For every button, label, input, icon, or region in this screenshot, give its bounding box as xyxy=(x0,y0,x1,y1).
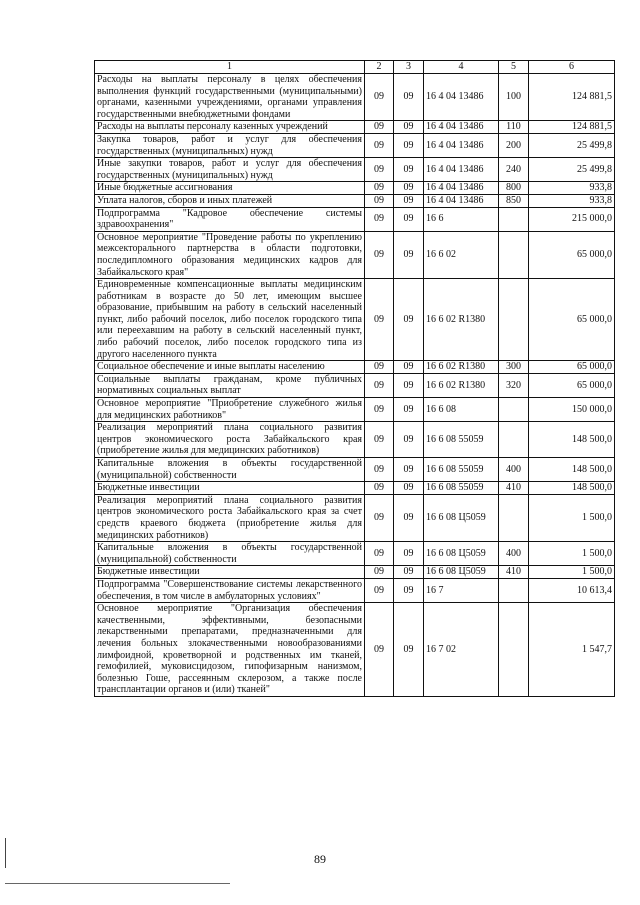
row-c5-cell xyxy=(499,207,529,231)
row-name-cell: Социальное обеспечение и иные выплаты населению xyxy=(95,361,365,374)
footnote-line xyxy=(5,883,230,884)
row-name-cell: Капитальные вложения в объекты государственной (муниципальной) собственности xyxy=(95,542,365,566)
row-c6-cell: 65 000,0 xyxy=(529,279,615,361)
table-row xyxy=(95,542,615,566)
row-c4-cell: 16 6 08 55059 xyxy=(424,482,499,495)
row-c5-cell xyxy=(499,578,529,602)
row-c3-cell: 09 xyxy=(394,398,424,422)
row-c6-cell: 65 000,0 xyxy=(529,361,615,374)
row-c3-cell: 09 xyxy=(394,542,424,566)
row-c5-cell: 800 xyxy=(499,182,529,195)
row-c6-cell: 10 613,4 xyxy=(529,578,615,602)
row-c4-cell: 16 4 04 13486 xyxy=(424,133,499,157)
row-name-cell: Иные бюджетные ассигнования xyxy=(95,182,365,195)
row-c2-cell: 09 xyxy=(365,279,394,361)
row-c4-cell: 16 4 04 13486 xyxy=(424,121,499,134)
row-c3-cell: 09 xyxy=(394,207,424,231)
row-c5-cell xyxy=(499,398,529,422)
row-c6-cell: 215 000,0 xyxy=(529,207,615,231)
row-c6-cell: 148 500,0 xyxy=(529,422,615,458)
row-c3-cell: 09 xyxy=(394,121,424,134)
row-c2-cell: 09 xyxy=(365,578,394,602)
row-name-cell: Уплата налогов, сборов и иных платежей xyxy=(95,194,365,207)
row-c2-cell: 09 xyxy=(365,194,394,207)
row-c4-cell: 16 6 02 R1380 xyxy=(424,373,499,397)
row-c4-cell: 16 6 08 Ц5059 xyxy=(424,542,499,566)
row-c5-cell: 410 xyxy=(499,482,529,495)
row-c5-cell: 110 xyxy=(499,121,529,134)
budget-table xyxy=(94,60,615,697)
row-c2-cell: 09 xyxy=(365,361,394,374)
table-row xyxy=(95,458,615,482)
row-c4-cell: 16 6 02 xyxy=(424,231,499,278)
row-name-cell: Расходы на выплаты персоналу в целях обеспечения выполнения функций государственными (муниципальными) органами, казенными учреждениями, органами управления государственными внебюджетными фондами xyxy=(95,74,365,121)
row-c5-cell xyxy=(499,603,529,697)
row-c2-cell: 09 xyxy=(365,158,394,182)
row-c6-cell: 25 499,8 xyxy=(529,158,615,182)
row-c6-cell: 933,8 xyxy=(529,194,615,207)
row-c3-cell: 09 xyxy=(394,279,424,361)
table-row xyxy=(95,74,615,121)
row-c6-cell: 1 500,0 xyxy=(529,494,615,541)
row-c3-cell: 09 xyxy=(394,231,424,278)
row-c3-cell: 09 xyxy=(394,182,424,195)
header-cell: 4 xyxy=(424,61,499,74)
table-row xyxy=(95,231,615,278)
row-c3-cell: 09 xyxy=(394,158,424,182)
row-c6-cell: 124 881,5 xyxy=(529,74,615,121)
row-c6-cell: 933,8 xyxy=(529,182,615,195)
row-c5-cell xyxy=(499,422,529,458)
table-row xyxy=(95,158,615,182)
row-name-cell: Реализация мероприятий плана социального развития центров экономического роста Забайкальского края за счет средств краевого бюджета (приобретение жилья для медицинских работников) xyxy=(95,494,365,541)
row-c2-cell: 09 xyxy=(365,566,394,579)
table-row xyxy=(95,182,615,195)
table-row xyxy=(95,121,615,134)
table-row xyxy=(95,422,615,458)
row-c4-cell: 16 6 02 R1380 xyxy=(424,279,499,361)
row-c4-cell: 16 4 04 13486 xyxy=(424,182,499,195)
row-c2-cell: 09 xyxy=(365,398,394,422)
row-c2-cell: 09 xyxy=(365,182,394,195)
table-row xyxy=(95,482,615,495)
row-name-cell: Основное мероприятие "Проведение работы по укреплению межсекторального партнерства в области подготовки, последипломного образования медицинских кадров для Забайкальского края" xyxy=(95,231,365,278)
row-c4-cell: 16 7 02 xyxy=(424,603,499,697)
row-name-cell: Расходы на выплаты персоналу казенных учреждений xyxy=(95,121,365,134)
row-c4-cell: 16 6 08 55059 xyxy=(424,458,499,482)
row-c4-cell: 16 7 xyxy=(424,578,499,602)
row-c6-cell: 124 881,5 xyxy=(529,121,615,134)
row-c3-cell: 09 xyxy=(394,458,424,482)
margin-mark xyxy=(5,838,6,868)
row-c6-cell: 148 500,0 xyxy=(529,482,615,495)
page-number: 89 xyxy=(314,852,326,866)
row-c3-cell: 09 xyxy=(394,566,424,579)
row-name-cell: Социальные выплаты гражданам, кроме публичных нормативных социальных выплат xyxy=(95,373,365,397)
row-name-cell: Закупка товаров, работ и услуг для обеспечения государственных (муниципальных) нужд xyxy=(95,133,365,157)
row-c4-cell: 16 6 08 Ц5059 xyxy=(424,566,499,579)
row-c5-cell: 320 xyxy=(499,373,529,397)
row-c6-cell: 25 499,8 xyxy=(529,133,615,157)
table-row xyxy=(95,494,615,541)
row-c2-cell: 09 xyxy=(365,458,394,482)
row-c3-cell: 09 xyxy=(394,494,424,541)
header-cell: 6 xyxy=(529,61,615,74)
row-name-cell: Бюджетные инвестиции xyxy=(95,482,365,495)
row-c2-cell: 09 xyxy=(365,373,394,397)
row-c3-cell: 09 xyxy=(394,194,424,207)
row-c3-cell: 09 xyxy=(394,482,424,495)
table-row xyxy=(95,279,615,361)
row-c4-cell: 16 6 08 55059 xyxy=(424,422,499,458)
row-name-cell: Основное мероприятие "Организация обеспечения качественными, эффективными, безопасными лекарственными препаратами, предназначенными для лечения больных злокачественными новообразованиями лимфоидной, кроветворной и родственных им тканей, гемофилией, муковисцидозом, гипофизарным нанизмом, болезнью Гоше, рассеянным склерозом, а также после трансплантации органов и (или) тканей" xyxy=(95,603,365,697)
row-c2-cell: 09 xyxy=(365,207,394,231)
row-c5-cell xyxy=(499,231,529,278)
row-c2-cell: 09 xyxy=(365,121,394,134)
row-c5-cell: 400 xyxy=(499,458,529,482)
row-c4-cell: 16 6 xyxy=(424,207,499,231)
row-c3-cell: 09 xyxy=(394,361,424,374)
header-cell: 1 xyxy=(95,61,365,74)
row-name-cell: Основное мероприятие "Приобретение служебного жилья для медицинских работников" xyxy=(95,398,365,422)
table-row xyxy=(95,194,615,207)
table-row xyxy=(95,603,615,697)
row-c2-cell: 09 xyxy=(365,494,394,541)
row-name-cell: Реализация мероприятий плана социального развития центров экономического роста Забайкальского края (приобретение жилья для медицинских работников) xyxy=(95,422,365,458)
row-c2-cell: 09 xyxy=(365,482,394,495)
row-c6-cell: 150 000,0 xyxy=(529,398,615,422)
row-name-cell: Иные закупки товаров, работ и услуг для обеспечения государственных (муниципальных) нужд xyxy=(95,158,365,182)
row-c2-cell: 09 xyxy=(365,603,394,697)
row-c5-cell xyxy=(499,494,529,541)
row-c3-cell: 09 xyxy=(394,133,424,157)
row-c5-cell: 240 xyxy=(499,158,529,182)
header-cell: 5 xyxy=(499,61,529,74)
row-c2-cell: 09 xyxy=(365,422,394,458)
row-c3-cell: 09 xyxy=(394,578,424,602)
table-row xyxy=(95,398,615,422)
row-c6-cell: 1 547,7 xyxy=(529,603,615,697)
row-c4-cell: 16 4 04 13486 xyxy=(424,74,499,121)
row-c6-cell: 1 500,0 xyxy=(529,542,615,566)
row-c5-cell xyxy=(499,279,529,361)
header-cell: 3 xyxy=(394,61,424,74)
row-c6-cell: 65 000,0 xyxy=(529,231,615,278)
row-c3-cell: 09 xyxy=(394,373,424,397)
row-c2-cell: 09 xyxy=(365,133,394,157)
row-c2-cell: 09 xyxy=(365,542,394,566)
table-row xyxy=(95,578,615,602)
row-c2-cell: 09 xyxy=(365,231,394,278)
row-c5-cell: 100 xyxy=(499,74,529,121)
row-c4-cell: 16 6 08 xyxy=(424,398,499,422)
row-c6-cell: 1 500,0 xyxy=(529,566,615,579)
row-c5-cell: 400 xyxy=(499,542,529,566)
row-name-cell: Бюджетные инвестиции xyxy=(95,566,365,579)
row-name-cell: Капитальные вложения в объекты государственной (муниципальной) собственности xyxy=(95,458,365,482)
row-name-cell: Подпрограмма "Совершенствование системы лекарственного обеспечения, в том числе в амбулаторных условиях" xyxy=(95,578,365,602)
table-row xyxy=(95,207,615,231)
table-row xyxy=(95,133,615,157)
table-row xyxy=(95,361,615,374)
row-name-cell: Единовременные компенсационные выплаты медицинским работникам в возрасте до 50 лет, имеющим высшее образование, прибывшим на работу в сельский населенный пункт, либо рабочий поселок, либо поселок городского типа или переехавшим на работу в сельский населенный пункт, либо рабочий поселок, либо поселок городского типа из другого населенного пункта xyxy=(95,279,365,361)
table-header-row xyxy=(95,61,615,74)
header-cell: 2 xyxy=(365,61,394,74)
row-c4-cell: 16 4 04 13486 xyxy=(424,194,499,207)
row-c4-cell: 16 6 02 R1380 xyxy=(424,361,499,374)
row-c4-cell: 16 4 04 13486 xyxy=(424,158,499,182)
row-c5-cell: 300 xyxy=(499,361,529,374)
row-name-cell: Подпрограмма "Кадровое обеспечение системы здравоохранения" xyxy=(95,207,365,231)
row-c6-cell: 65 000,0 xyxy=(529,373,615,397)
row-c5-cell: 850 xyxy=(499,194,529,207)
row-c3-cell: 09 xyxy=(394,603,424,697)
row-c3-cell: 09 xyxy=(394,74,424,121)
table-body xyxy=(95,74,615,697)
table-row xyxy=(95,566,615,579)
row-c6-cell: 148 500,0 xyxy=(529,458,615,482)
row-c4-cell: 16 6 08 Ц5059 xyxy=(424,494,499,541)
row-c2-cell: 09 xyxy=(365,74,394,121)
row-c5-cell: 200 xyxy=(499,133,529,157)
row-c3-cell: 09 xyxy=(394,422,424,458)
table-row xyxy=(95,373,615,397)
row-c5-cell: 410 xyxy=(499,566,529,579)
